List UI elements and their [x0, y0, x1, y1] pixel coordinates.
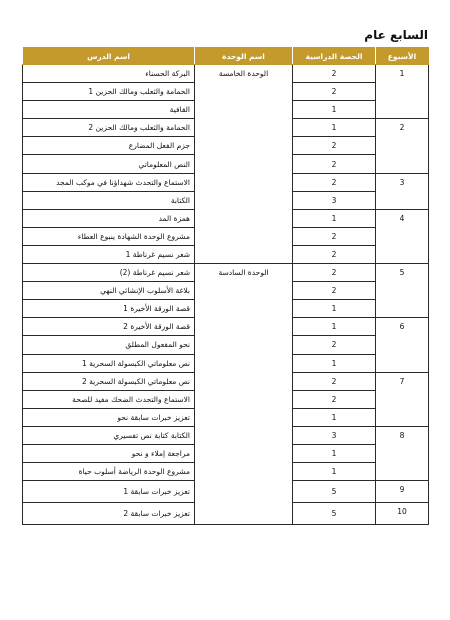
periods-cell: 1 [293, 209, 376, 227]
lesson-cell: الحمامة والثعلب ومالك الحزين 1 [23, 83, 195, 101]
lesson-cell: الاستماع والتحدث شهداؤنا في موكب المجد [23, 173, 195, 191]
periods-cell: 2 [293, 173, 376, 191]
week-cell: 9 [376, 481, 429, 503]
week-cell: 10 [376, 503, 429, 525]
periods-cell: 2 [293, 65, 376, 83]
header-lesson: اسم الدرس [23, 48, 195, 65]
lesson-cell: مشروع الوحدة الرياضة أسلوب حياة [23, 463, 195, 481]
periods-cell: 1 [293, 408, 376, 426]
periods-cell: 2 [293, 245, 376, 263]
periods-cell: 1 [293, 300, 376, 318]
lesson-cell: مشروع الوحدة الشهادة ينبوع العطاء [23, 227, 195, 245]
header-unit: اسم الوحدة [195, 48, 293, 65]
lesson-cell: نحو المفعول المطلق [23, 336, 195, 354]
lesson-cell: مراجعة إملاء و نحو [23, 444, 195, 462]
lesson-cell: قصة الورقة الأخيرة 2 [23, 318, 195, 336]
periods-cell: 2 [293, 372, 376, 390]
lesson-cell: تعزيز خبرات سابقة 2 [23, 503, 195, 525]
periods-cell: 2 [293, 336, 376, 354]
periods-cell: 3 [293, 191, 376, 209]
table-body [23, 65, 429, 525]
lesson-cell: البركة الحسناء [23, 65, 195, 83]
week-cell: 4 [376, 209, 429, 263]
periods-cell: 2 [293, 137, 376, 155]
periods-cell: 1 [293, 101, 376, 119]
week-cell: 3 [376, 173, 429, 209]
lesson-cell: تعزيز خبرات سابقة 1 [23, 481, 195, 503]
lesson-cell: قصة الورقة الأخيرة 1 [23, 300, 195, 318]
periods-cell: 1 [293, 318, 376, 336]
periods-cell: 3 [293, 426, 376, 444]
table-header-row [23, 48, 429, 65]
lesson-cell: الحمامة والثعلب ومالك الحزين 2 [23, 119, 195, 137]
week-cell: 1 [376, 65, 429, 119]
periods-cell: 2 [293, 155, 376, 173]
week-cell: 5 [376, 264, 429, 318]
lesson-cell: شعر نسيم غرناطة 1 [23, 245, 195, 263]
periods-cell: 1 [293, 354, 376, 372]
periods-cell: 1 [293, 463, 376, 481]
unit-cell: الوحدة الخامسة [195, 65, 293, 264]
lesson-cell: نص معلوماتي الكبسولة السحرية 2 [23, 372, 195, 390]
lesson-cell: القافية [23, 101, 195, 119]
periods-cell: 2 [293, 264, 376, 282]
lesson-cell: الكتابة [23, 191, 195, 209]
page-title: السابع عام [364, 28, 428, 42]
periods-cell: 2 [293, 227, 376, 245]
periods-cell: 5 [293, 503, 376, 525]
header-periods: الحصة الدراسية [293, 48, 376, 65]
lesson-cell: جزم الفعل المضارع [23, 137, 195, 155]
lesson-cell: تعزيز خبرات سابقة نحو [23, 408, 195, 426]
week-cell: 8 [376, 426, 429, 480]
header-week: الأسبوع [376, 48, 429, 65]
periods-cell: 2 [293, 282, 376, 300]
lesson-cell: الاستماع والتحدث الضحك مفيد للصحة [23, 390, 195, 408]
week-cell: 6 [376, 318, 429, 372]
lesson-cell: بلاغة الأسلوب الإنشائي النهي [23, 282, 195, 300]
periods-cell: 5 [293, 481, 376, 503]
week-cell: 2 [376, 119, 429, 173]
lesson-cell: نص معلوماتي الكبسولة السحرية 1 [23, 354, 195, 372]
table-row [23, 65, 429, 83]
lesson-cell: شعر نسيم غرناطة (2) [23, 264, 195, 282]
week-cell: 7 [376, 372, 429, 426]
unit-cell: الوحدة السادسة [195, 264, 293, 525]
periods-cell: 1 [293, 444, 376, 462]
periods-cell: 2 [293, 390, 376, 408]
lesson-cell: الكتابة كتابة نص تفسيري [23, 426, 195, 444]
periods-cell: 1 [293, 119, 376, 137]
table-row [23, 264, 429, 282]
periods-cell: 2 [293, 83, 376, 101]
lesson-cell: همزة المد [23, 209, 195, 227]
lesson-cell: النص المعلوماتي [23, 155, 195, 173]
curriculum-table [22, 47, 429, 525]
